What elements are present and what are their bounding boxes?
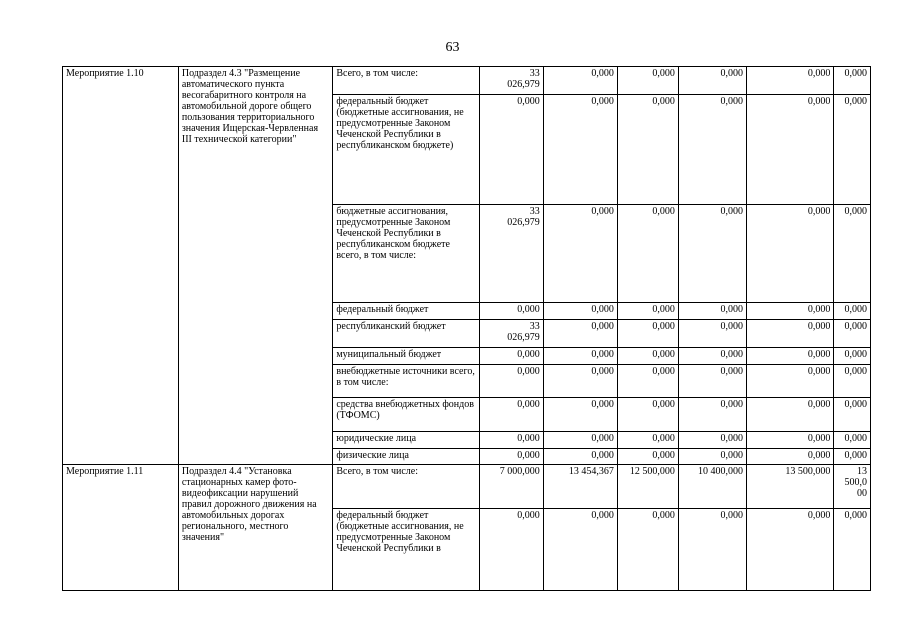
funding-source-cell: Всего, в том числе: (333, 67, 479, 95)
funding-source-cell: муниципальный бюджет (333, 348, 479, 365)
value-cell: 0,000 (617, 432, 678, 449)
value-cell: 0,000 (746, 509, 833, 591)
value-cell: 0,000 (678, 348, 746, 365)
value-cell: 0,000 (617, 320, 678, 348)
value-cell: 0,000 (834, 67, 871, 95)
value-cell: 0,000 (479, 303, 543, 320)
value-cell: 0,000 (543, 205, 617, 303)
value-cell: 0,000 (543, 303, 617, 320)
value-cell: 0,000 (678, 95, 746, 205)
value-cell: 33 026,979 (479, 320, 543, 348)
value-cell: 0,000 (834, 449, 871, 465)
funding-table (62, 66, 871, 591)
value-cell: 0,000 (617, 348, 678, 365)
value-cell: 0,000 (617, 398, 678, 432)
value-cell: 33 026,979 (479, 67, 543, 95)
value-cell: 0,000 (746, 67, 833, 95)
value-cell: 0,000 (543, 398, 617, 432)
value-cell: 12 500,000 (617, 465, 678, 509)
value-cell: 0,000 (678, 67, 746, 95)
value-cell: 13 454,367 (543, 465, 617, 509)
value-cell: 0,000 (746, 320, 833, 348)
value-cell: 0,000 (543, 320, 617, 348)
subsection-cell: Подраздел 4.4 "Установка стационарных камер фото-видеофиксации нарушений правил дорожного движения на автомобильных дорогах регионального, местного значения" (178, 465, 332, 591)
value-cell: 7 000,000 (479, 465, 543, 509)
value-cell: 10 400,000 (678, 465, 746, 509)
value-cell: 0,000 (479, 365, 543, 398)
funding-source-cell: федеральный бюджет (бюджетные ассигнования, не предусмотренные Законом Чеченской Республики в республиканском бюджете) (333, 95, 479, 205)
table-row (63, 67, 871, 95)
value-cell: 0,000 (746, 398, 833, 432)
funding-source-cell: федеральный бюджет (бюджетные ассигнования, не предусмотренные Законом Чеченской Республики в (333, 509, 479, 591)
value-cell: 0,000 (746, 348, 833, 365)
funding-source-cell: бюджетные ассигнования, предусмотренные Законом Чеченской Республики в республиканском бюджете всего, в том числе: (333, 205, 479, 303)
value-cell: 0,000 (543, 95, 617, 205)
funding-source-cell: Всего, в том числе: (333, 465, 479, 509)
funding-source-cell: внебюджетные источники всего, в том числе: (333, 365, 479, 398)
value-cell: 0,000 (746, 432, 833, 449)
funding-source-cell: юридические лица (333, 432, 479, 449)
value-cell: 33 026,979 (479, 205, 543, 303)
value-cell: 0,000 (617, 205, 678, 303)
value-cell: 0,000 (834, 303, 871, 320)
value-cell: 0,000 (479, 398, 543, 432)
funding-source-cell: республиканский бюджет (333, 320, 479, 348)
value-cell: 0,000 (479, 449, 543, 465)
value-cell: 0,000 (678, 320, 746, 348)
value-cell: 0,000 (746, 205, 833, 303)
table-row (63, 465, 871, 509)
measure-cell: Мероприятие 1.11 (63, 465, 179, 591)
value-cell: 0,000 (678, 432, 746, 449)
value-cell: 0,000 (543, 67, 617, 95)
value-cell: 0,000 (617, 303, 678, 320)
funding-source-cell: физические лица (333, 449, 479, 465)
measure-cell: Мероприятие 1.10 (63, 67, 179, 465)
value-cell: 0,000 (834, 205, 871, 303)
value-cell: 0,000 (479, 348, 543, 365)
value-cell: 0,000 (834, 320, 871, 348)
value-cell: 0,000 (746, 303, 833, 320)
value-cell: 0,000 (617, 365, 678, 398)
value-cell: 0,000 (834, 398, 871, 432)
value-cell: 0,000 (678, 365, 746, 398)
page-number: 63 (445, 40, 460, 55)
value-cell: 0,000 (617, 449, 678, 465)
value-cell: 13 500,000 (746, 465, 833, 509)
value-cell: 0,000 (479, 509, 543, 591)
value-cell: 0,000 (834, 348, 871, 365)
value-cell: 0,000 (834, 432, 871, 449)
value-cell: 0,000 (678, 398, 746, 432)
value-cell: 0,000 (746, 449, 833, 465)
value-cell: 0,000 (678, 509, 746, 591)
value-cell: 0,000 (746, 365, 833, 398)
value-cell: 0,000 (543, 348, 617, 365)
value-cell: 13 500,0 00 (834, 465, 871, 509)
value-cell: 0,000 (543, 449, 617, 465)
value-cell: 0,000 (617, 509, 678, 591)
value-cell: 0,000 (678, 449, 746, 465)
subsection-cell: Подраздел 4.3 "Размещение автоматического пункта весогабаритного контроля на автомобильной дороге общего пользования территориального значения Ищерская-Червленная III технической категории" (178, 67, 332, 465)
value-cell: 0,000 (834, 509, 871, 591)
value-cell: 0,000 (746, 95, 833, 205)
value-cell: 0,000 (543, 509, 617, 591)
value-cell: 0,000 (617, 67, 678, 95)
funding-source-cell: средства внебюджетных фондов (ТФОМС) (333, 398, 479, 432)
value-cell: 0,000 (479, 95, 543, 205)
funding-source-cell: федеральный бюджет (333, 303, 479, 320)
value-cell: 0,000 (543, 365, 617, 398)
value-cell: 0,000 (678, 303, 746, 320)
value-cell: 0,000 (479, 432, 543, 449)
value-cell: 0,000 (834, 365, 871, 398)
value-cell: 0,000 (543, 432, 617, 449)
value-cell: 0,000 (617, 95, 678, 205)
value-cell: 0,000 (834, 95, 871, 205)
value-cell: 0,000 (678, 205, 746, 303)
